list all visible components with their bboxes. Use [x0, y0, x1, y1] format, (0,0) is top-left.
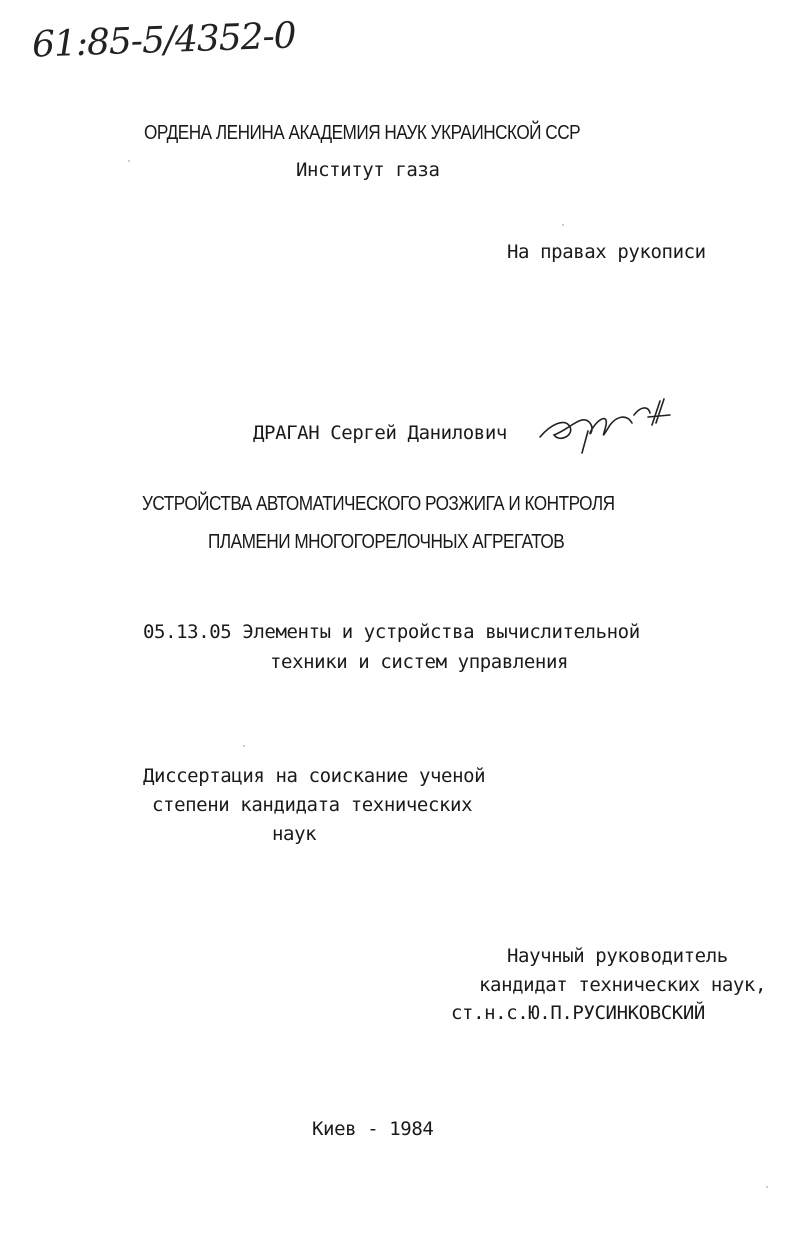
scan-speck [243, 745, 245, 747]
supervisor-line-1: Научный руководитель [507, 945, 728, 967]
dissertation-title-line-2: ПЛАМЕНИ МНОГОГОРЕЛОЧНЫХ АГРЕГАТОВ [208, 531, 565, 553]
supervisor-name: ст.н.с.Ю.П.РУСИНКОВСКИЙ [451, 1002, 705, 1024]
scan-speck [766, 1186, 768, 1188]
specialty-line-1: 05.13.05 Элементы и устройства вычислительной [143, 621, 640, 643]
organization-name: ОРДЕНА ЛЕНИНА АКАДЕМИЯ НАУК УКРАИНСКОЙ ССР [144, 122, 581, 144]
degree-line-2: степени кандидата технических [152, 794, 473, 816]
specialty-line-2: техники и систем управления [270, 651, 569, 673]
author-name: ДРАГАН Сергей Данилович [253, 422, 507, 444]
degree-line-1: Диссертация на соискание ученой [143, 765, 486, 787]
institute-name: Институт газа [296, 159, 440, 181]
degree-line-3: наук [272, 823, 317, 845]
archive-code-handwritten: 61:85-5/4352-0 [31, 15, 297, 66]
scan-speck [128, 160, 130, 162]
supervisor-line-2: кандидат технических наук, [479, 974, 767, 996]
place-and-year: Киев - 1984 [312, 1118, 434, 1140]
scan-speck [562, 224, 564, 226]
rights-note: На правах рукописи [507, 241, 706, 263]
dissertation-title-line-1: УСТРОЙСТВА АВТОМАТИЧЕСКОГО РОЗЖИГА И КОНТРОЛЯ [142, 493, 615, 515]
author-signature [530, 395, 680, 465]
